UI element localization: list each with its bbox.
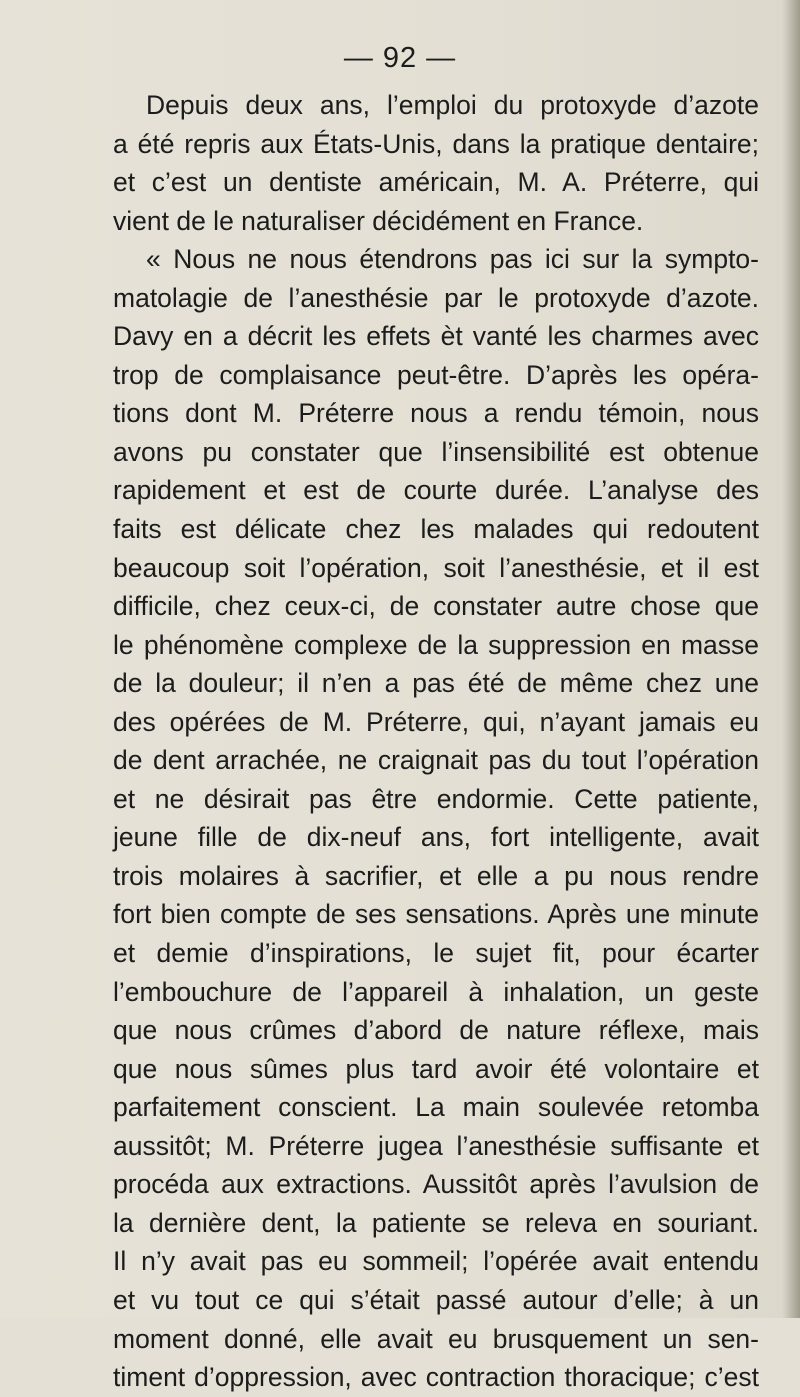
text-line: que nous crûmes d’abord de nature réflexe, mais [113, 1015, 759, 1046]
text-line: et vu tout ce qui s’était passé autour d’elle; à un [113, 1284, 759, 1315]
text-line: Davy en a décrit les effets èt vanté les charmes avec [113, 321, 759, 352]
text-line: a été repris aux États-Unis, dans la pratique dentaire; [113, 128, 759, 159]
body-text [113, 86, 759, 1397]
text-line: de la douleur; il n’en a pas été de même chez une [113, 668, 759, 699]
text-line: l’embouchure de l’appareil à inhalation, un geste [113, 976, 759, 1007]
text-line: aussitôt; M. Préterre jugea l’anesthésie suffisante et [113, 1130, 759, 1161]
text-line: procéda aux extractions. Aussitôt après l’avulsion de [113, 1169, 759, 1200]
text-line: des opérées de M. Préterre, qui, n’ayant jamais eu [113, 706, 759, 737]
text-line: trop de complaisance peut-être. D’après les opéra- [113, 359, 759, 390]
text-line: faits est délicate chez les malades qui redoutent [113, 514, 759, 545]
text-line: beaucoup soit l’opération, soit l’anesthésie, et il est [113, 552, 759, 583]
text-line: matolagie de l’anesthésie par le protoxyde d’azote. [113, 282, 759, 313]
text-line: vient de le naturaliser décidément en France. [113, 205, 644, 236]
text-line: fort bien compte de ses sensations. Après une minute [113, 899, 759, 930]
text-line: de dent arrachée, ne craignait pas du tout l’opération [113, 745, 759, 776]
text-line: le phénomène complexe de la suppression en masse [113, 629, 759, 660]
text-line: et c’est un dentiste américain, M. A. Préterre, qui [113, 167, 759, 198]
text-line: jeune fille de dix-neuf ans, fort intelligente, avait [113, 822, 759, 853]
text-line: rapidement et est de courte durée. L’analyse des [113, 475, 759, 506]
text-line: que nous sûmes plus tard avoir été volontaire et [113, 1053, 759, 1084]
text-line: timent d’oppression, avec contraction thoracique; c’est [113, 1362, 759, 1393]
text-line: avons pu constater que l’insensibilité est obtenue [113, 436, 759, 467]
text-line: « Nous ne nous étendrons pas ici sur la sympto- [146, 244, 759, 275]
page-binding-shadow [782, 0, 800, 1318]
text-line: la dernière dent, la patiente se releva en souriant. [113, 1207, 759, 1238]
text-line: Depuis deux ans, l’emploi du protoxyde d’azote [146, 90, 759, 120]
page-number: — 92 — [343, 42, 457, 74]
text-line: et demie d’inspirations, le sujet fit, pour écarter [113, 938, 759, 969]
text-line: parfaitement conscient. La main soulevée retomba [113, 1092, 759, 1123]
text-line: trois molaires à sacrifier, et elle a pu nous rendre [113, 860, 759, 891]
text-line: moment donné, elle avait eu brusquement un sen- [113, 1323, 759, 1354]
text-line: Il n’y avait pas eu sommeil; l’opérée avait entendu [113, 1246, 759, 1277]
text-line: et ne désirait pas être endormie. Cette patiente, [113, 783, 759, 814]
text-line: difficile, chez ceux-ci, de constater autre chose que [113, 591, 759, 622]
text-line: tions dont M. Préterre nous a rendu témoin, nous [113, 398, 759, 429]
